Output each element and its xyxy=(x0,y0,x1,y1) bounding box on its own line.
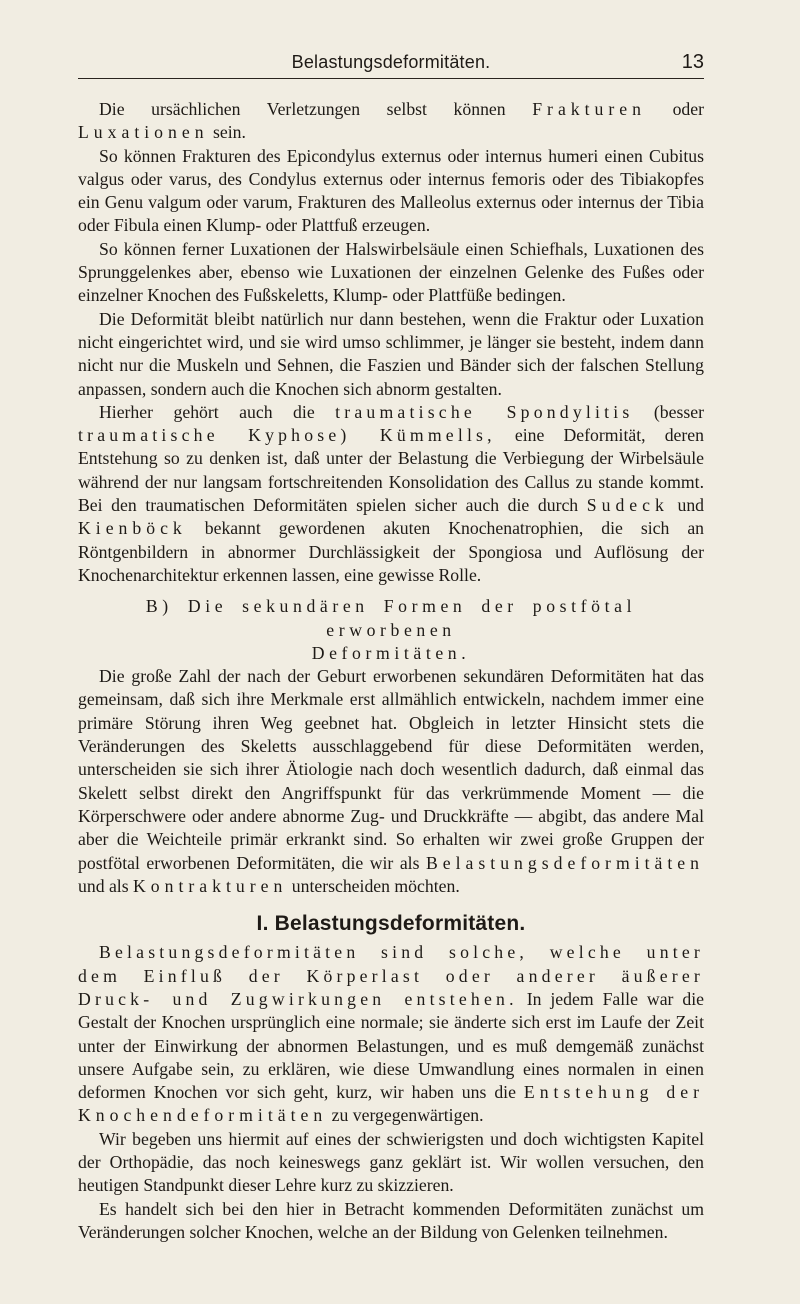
spaced-term: traumatische Kyphose) Kümmells, xyxy=(78,425,496,446)
paragraph-6 xyxy=(78,665,704,898)
paragraph-2: So können Frakturen des Epicondylus externus oder internus humeri einen Cubitus valgus oder varus, des Condylus externus oder internus femoris oder des Tibiakopfes ein Genu valgum oder varum, Frakturen des Malleolus externus oder internus der Tibia oder Fibula einen Klump- oder Plattfuß erzeugen. xyxy=(78,145,704,236)
text-run: unterscheiden möchten. xyxy=(291,875,460,896)
spaced-term: traumatische Spondylitis xyxy=(335,401,634,422)
text-run: In jedem Falle war die Gestalt der Knochen ursprünglich eine normale; sie änderte sich erst im Laufe der Zeit unter der Einwirkung der abnormen Belastungen, und es muß demgemäß zunächst unsere Aufgabe sein, zu erklären, wie diese Umwandlung eines normalen in einen deformen Knochen vor sich geht, kurz, wir haben uns die xyxy=(78,988,705,1103)
text-run: oder xyxy=(672,99,705,119)
paragraph-8: Wir begeben uns hiermit auf eines der schwierigsten und doch wichtigsten Kapitel der Orthopädie, das noch keineswegs ganz geklärt ist. Wir wollen versuchen, den heutigen Standpunkt dieser Lehre kurz zu skizzieren. xyxy=(78,1128,704,1196)
section-b-line-2: Deformitäten. xyxy=(311,642,471,663)
text-run: und xyxy=(677,495,705,516)
running-header xyxy=(78,48,704,79)
text-run: eine Deformität, deren Entstehung so zu denken ist, daß unter der Belastung die Verbiegung der Wirbelsäule während der nur langsam fortschreitenden Konsolidation des Callus zu stande kommt. Bei den traumatischen Deformitäten spielen sicher auch die durch xyxy=(78,425,704,516)
page-number: 13 xyxy=(681,51,704,73)
text-run: und als xyxy=(78,875,129,896)
text-run: (besser xyxy=(653,401,705,422)
section-b-line-1: B) Die sekundären Formen der postfötal erworbenen xyxy=(145,596,637,640)
text-run: zu vergegenwärtigen. xyxy=(331,1105,484,1126)
section-b-heading xyxy=(78,595,704,665)
spaced-term: Belastungsdeformitäten xyxy=(426,852,704,873)
paragraph-1 xyxy=(78,98,704,145)
text-run: Hierher gehört auch die xyxy=(99,401,315,422)
paragraph-9: Es handelt sich bei den hier in Betracht kommenden Deformitäten zunächst um Veränderungen solcher Knochen, welche an der Bildung von Gelenken teilnehmen. xyxy=(78,1198,704,1242)
spaced-term: Belastungsdeformitäten sind solche, welche unter dem Einfluß der Körperlast oder anderer äußerer Druck- und Zugwirkungen entstehen. xyxy=(78,942,704,1009)
text-run: bekannt gewordenen akuten Knochenatrophien, die sich an Röntgenbildern in abnormer Durchlässigkeit der Spongiosa und Auflösung der Knochenarchitektur erkennen lassen, eine gewisse Rolle. xyxy=(78,518,705,585)
section-heading-I: I. Belastungsdeformitäten. xyxy=(256,912,526,936)
running-title: Belastungsdeformitäten. xyxy=(291,52,491,72)
spaced-term: Frakturen xyxy=(532,99,646,119)
spaced-term: Kontrakturen xyxy=(133,875,288,896)
spaced-term: Kienböck xyxy=(78,518,187,539)
paragraph-5 xyxy=(78,401,704,587)
paragraph-4: Die Deformität bleibt natürlich nur dann bestehen, wenn die Fraktur oder Luxation nicht eingerichtet wird, und sie wird umso schlimmer, je länger sie besteht, indem dann nicht nur die Muskeln und Sehnen, die Faszien und Bänder sich der falschen Stellung anpassen, sondern auch die Knochen sich abnorm gestalten. xyxy=(78,308,704,399)
paragraph-3: So können ferner Luxationen der Halswirbelsäule einen Schiefhals, Luxationen des Sprunggelenkes aber, ebenso wie Luxationen der einzelnen Gelenke des Fußes oder einzelner Knochen des Fußskeletts, Klump- oder Plattfüße bedingen. xyxy=(78,238,704,306)
page-body xyxy=(78,98,704,1244)
spaced-term: Sudeck xyxy=(586,495,669,516)
text-run: sein. xyxy=(212,122,246,143)
text-run: Die ursächlichen Verletzungen selbst können xyxy=(99,99,506,119)
text-run: Die große Zahl der nach der Geburt erworbenen sekundären Deformitäten hat das gemeinsam, daß sich ihre Merkmale erst allmählich entwickeln, nachdem immer eine primäre Störung ihren Weg geebnet hat. Obgleich in letzter Hinsicht stets die Veränderungen des Skeletts ausschlaggebend für diese Deformitäten werden, unterscheiden sie sich ihrer Ätiologie nach doch wesentlich dadurch, daß einmal das Skelett selbst direkt den Angriffspunkt für das verkrümmende Moment — die Körperschwere oder andere abnorme Zug- und Druckkräfte — abgibt, das andere Mal aber die Weichteile primär erkrankt sind. So erhalten wir zwei große Gruppen der postfötal erworbenen Deformitäten, die wir als xyxy=(78,666,704,873)
paragraph-7 xyxy=(78,941,704,1127)
spaced-term: Luxationen xyxy=(78,122,209,143)
spaced-term: Entstehung der Knochendeformitäten xyxy=(78,1082,705,1126)
